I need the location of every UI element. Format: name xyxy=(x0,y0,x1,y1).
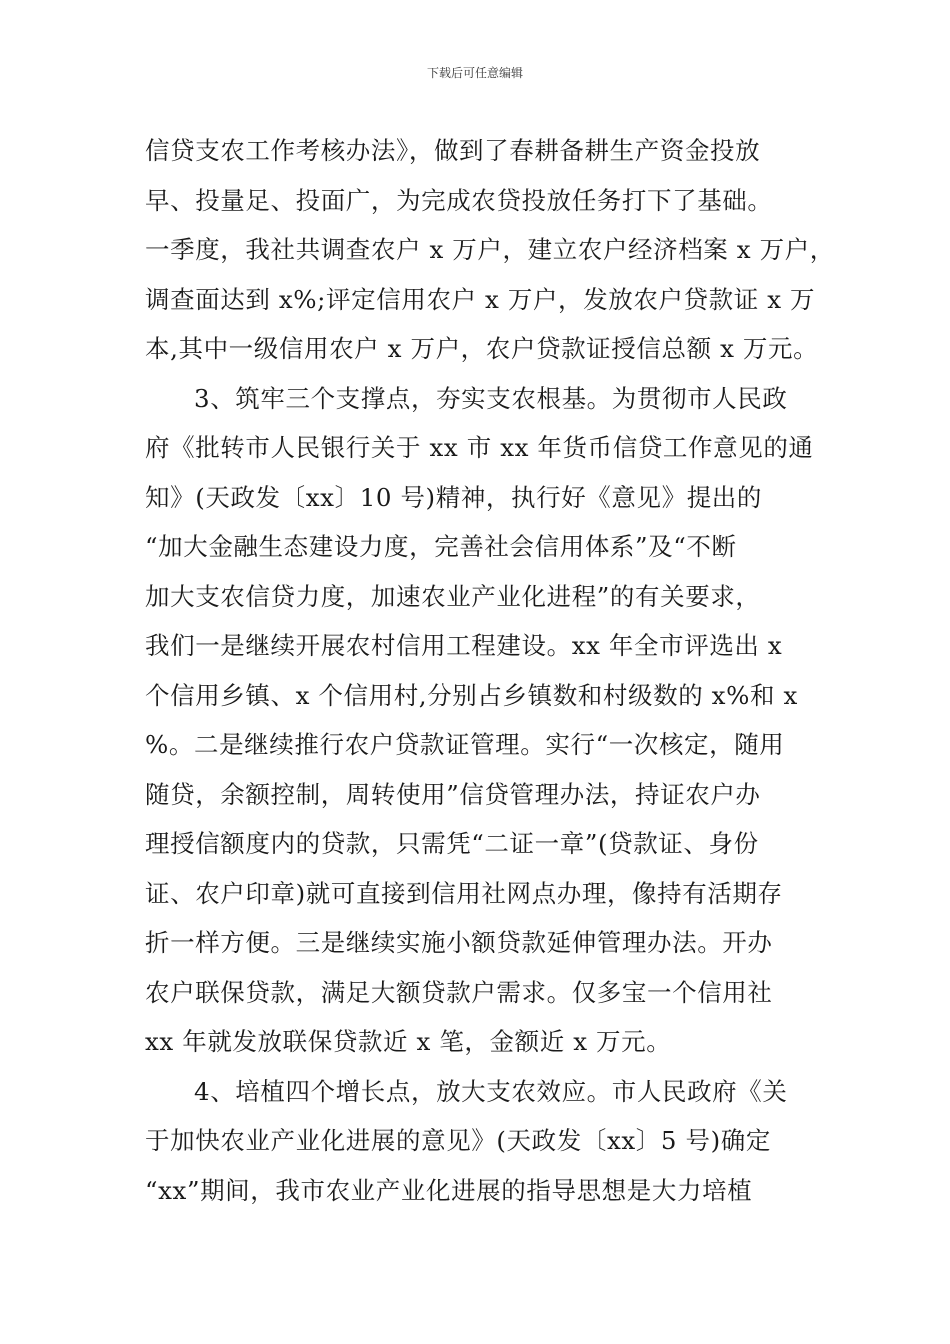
text-line: xx 年就发放联保贷款近 x 笔，金额近 x 万元。 xyxy=(145,1027,672,1056)
text-line: 本,其中一级信用农户 x 万户，农户贷款证授信总额 x 万元。 xyxy=(145,334,819,363)
text-line: 加大支农信贷力度，加速农业产业化进程”的有关要求， xyxy=(145,581,761,611)
page-header: 下载后可任意编辑 xyxy=(426,66,523,80)
text-line: 随贷，余额控制，周转使用”信贷管理办法，持证农户办 xyxy=(145,779,761,809)
text-line: 4、培植四个增长点，放大支农效应。市人民政府《关 xyxy=(194,1076,788,1106)
text-line: 理授信额度内的贷款，只需凭“二证一章”(贷款证、身份 xyxy=(145,829,759,858)
text-line: 府《批转市人民银行关于 xx 市 xx 年货币信贷工作意见的通 xyxy=(145,433,814,462)
text-line: 早、投量足、投面广，为完成农贷投放任务打下了基础。 xyxy=(145,185,773,215)
text-line: “xx”期间，我市农业产业化进展的指导思想是大力培植 xyxy=(145,1175,753,1205)
text-line: 农户联保贷款，满足大额贷款户需求。仅多宝一个信用社 xyxy=(145,977,773,1007)
text-line: 3、筑牢三个支撑点，夯实支农根基。为贯彻市人民政 xyxy=(194,383,788,413)
text-line: 折一样方便。三是继续实施小额贷款延伸管理办法。开办 xyxy=(145,928,773,957)
text-line: 调查面达到 x%;评定信用农户 x 万户，发放农户贷款证 x 万 xyxy=(145,284,816,314)
text-line: 于加快农业产业化进展的意见》(天政发〔xx〕5 号)确定 xyxy=(145,1126,771,1155)
text-line: 知》(天政发〔xx〕10 号)精神，执行好《意见》提出的 xyxy=(145,482,763,512)
text-line: 信贷支农工作考核办法》，做到了春耕备耕生产资金投放 xyxy=(145,136,761,165)
text-line: 个信用乡镇、x 个信用村,分别占乡镇数和村级数的 x%和 x xyxy=(145,680,798,710)
body-text xyxy=(145,126,835,1215)
text-line: 证、农户印章)就可直接到信用社网点办理，像持有活期存 xyxy=(145,878,783,908)
text-line: 我们一是继续开展农村信用工程建设。xx 年全市评选出 x xyxy=(145,631,783,660)
text-line: “加大金融生态建设力度，完善社会信用体系”及“不断 xyxy=(145,532,737,561)
text-line: 一季度，我社共调查农户 x 万户，建立农户经济档案 x 万户， xyxy=(145,235,835,264)
text-line: %。二是继续推行农户贷款证管理。实行“一次核定，随用 xyxy=(145,730,785,759)
